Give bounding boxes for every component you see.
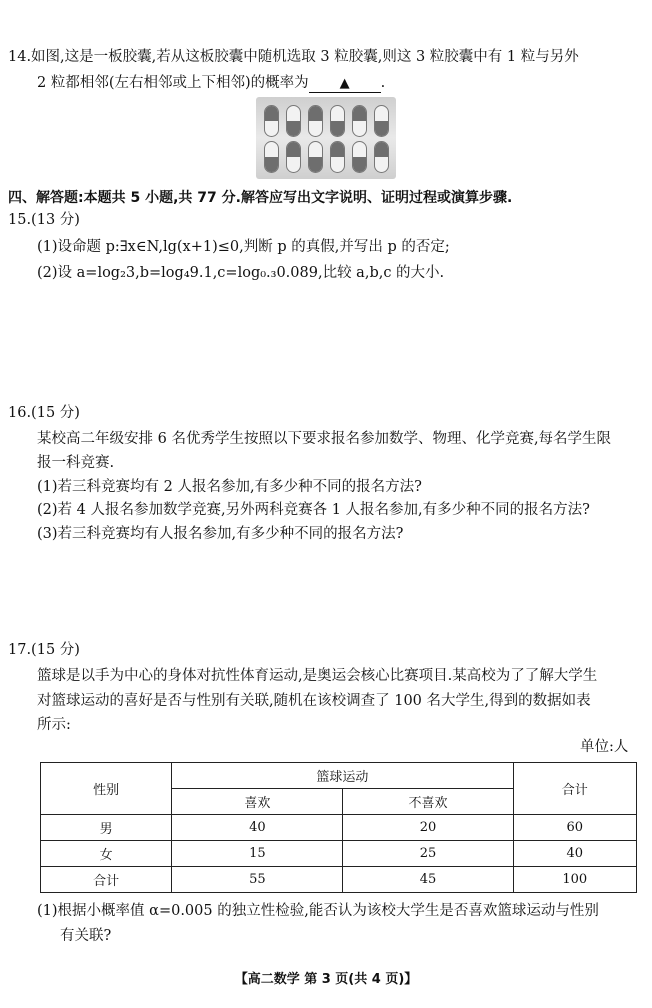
capsule: [308, 105, 323, 137]
capsule: [374, 105, 389, 137]
capsule: [352, 105, 367, 137]
cell-dislike: 20: [343, 815, 513, 841]
q17-part1-line2: 有关联?: [60, 928, 112, 944]
q15-part2: (2)设 a=log₂3,b=log₄9.1,c=log₀.₃0.089,比较 a,b,c 的大小.: [37, 265, 445, 281]
q17-part1-line1: (1)根据小概率值 α=0.005 的独立性检验,能否认为该校大学生是否喜欢篮球运动与性别: [37, 903, 599, 919]
header-basketball: 篮球运动: [172, 763, 513, 789]
capsule: [308, 141, 323, 173]
q17-number: 17.(15 分): [8, 642, 80, 658]
capsule: [374, 141, 389, 173]
cell-like: 40: [172, 815, 343, 841]
header-total: 合计: [513, 763, 636, 815]
section-heading: 四、解答题:本题共 5 小题,共 77 分.解答应写出文字说明、证明过程或演算步骤.: [8, 190, 513, 206]
row-label: 女: [41, 841, 172, 867]
q14-line2-end: .: [380, 75, 386, 91]
header-like: 喜欢: [172, 789, 343, 815]
table-row: [41, 841, 637, 867]
cell-total: 100: [513, 867, 636, 893]
table-header-row: [41, 763, 637, 789]
row-label: 合计: [41, 867, 172, 893]
survey-table: [40, 762, 637, 893]
q16-intro2: 报一科竞赛.: [37, 455, 115, 471]
q16-part3: (3)若三科竞赛均有人报名参加,有多少种不同的报名方法?: [37, 526, 404, 542]
row-label: 男: [41, 815, 172, 841]
header-gender: 性别: [41, 763, 172, 815]
cell-total: 40: [513, 841, 636, 867]
header-dislike: 不喜欢: [343, 789, 513, 815]
q16-intro1: 某校高二年级安排 6 名优秀学生按照以下要求报名参加数学、物理、化学竞赛,每名学生限: [37, 431, 612, 447]
answer-blank: [309, 75, 381, 93]
cell-like: 15: [172, 841, 343, 867]
capsule: [264, 105, 279, 137]
page-footer: 【高二数学 第 3 页(共 4 页)】: [234, 972, 418, 987]
capsule-blister-image: [256, 97, 396, 179]
unit-label: 单位:人: [580, 739, 629, 755]
capsule: [352, 141, 367, 173]
capsule: [286, 105, 301, 137]
q14-line2-text: 2 粒都相邻(左右相邻或上下相邻)的概率为: [37, 75, 309, 91]
capsule: [330, 105, 345, 137]
table-row: [41, 867, 637, 893]
q16-part2: (2)若 4 人报名参加数学竞赛,另外两科竞赛各 1 人报名参加,有多少种不同的报名方法?: [37, 502, 590, 518]
q16-part1: (1)若三科竞赛均有 2 人报名参加,有多少种不同的报名方法?: [37, 479, 422, 495]
q14-line2: [37, 73, 385, 93]
q17-intro1: 篮球是以手为中心的身体对抗性体育运动,是奥运会核心比赛项目.某高校为了了解大学生: [37, 668, 598, 684]
cell-dislike: 45: [343, 867, 513, 893]
q17-intro3: 所示:: [37, 717, 71, 733]
q15-part1: (1)设命题 p:∃x∈N,lg(x+1)≤0,判断 p 的真假,并写出 p 的否定;: [37, 239, 450, 255]
q14-line1: 14.如图,这是一板胶囊,若从这板胶囊中随机选取 3 粒胶囊,则这 3 粒胶囊中有 1 粒与另外: [8, 49, 579, 65]
q17-intro2: 对篮球运动的喜好是否与性别有关联,随机在该校调查了 100 名大学生,得到的数据如表: [37, 693, 591, 709]
cell-total: 60: [513, 815, 636, 841]
triangle-marker: ▲: [339, 76, 350, 91]
table-row: [41, 815, 637, 841]
cell-dislike: 25: [343, 841, 513, 867]
q16-number: 16.(15 分): [8, 405, 80, 421]
capsule: [330, 141, 345, 173]
cell-like: 55: [172, 867, 343, 893]
capsule: [264, 141, 279, 173]
capsule: [286, 141, 301, 173]
q15-number: 15.(13 分): [8, 212, 80, 228]
